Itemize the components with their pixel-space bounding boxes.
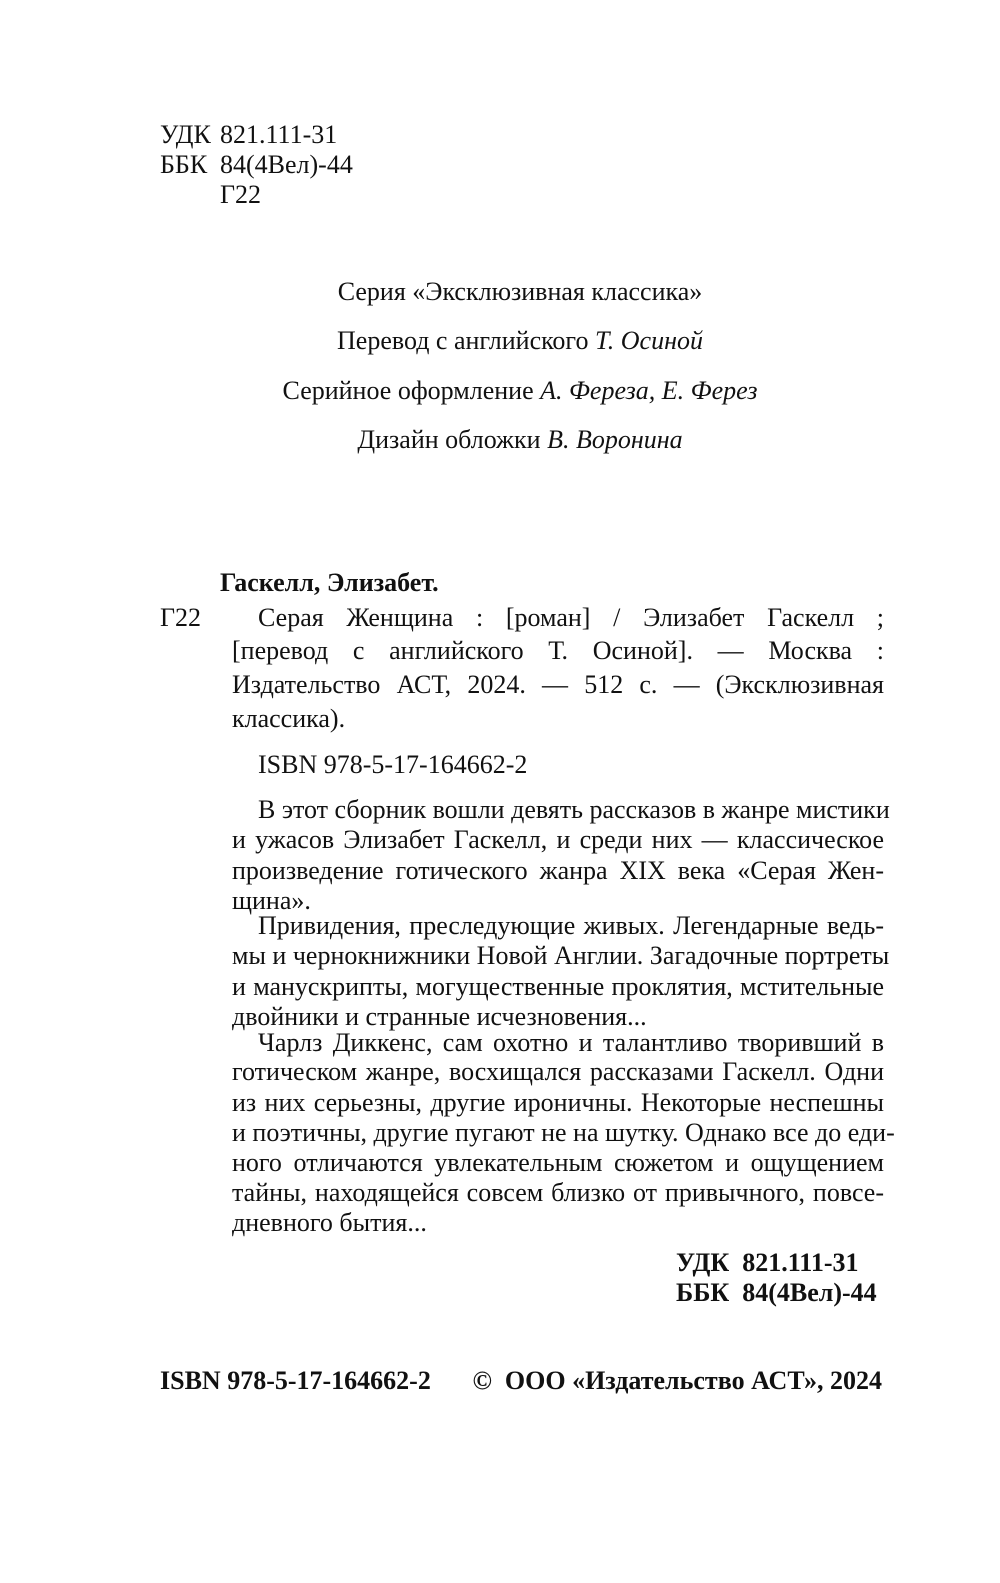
translation-line xyxy=(160,328,880,354)
anno-p3-l1: Чарлз Диккенс, сам охотно и талантливо творивший в xyxy=(258,1028,884,1057)
imprint-copyright: © ООО «Издательство АСТ», 2024 xyxy=(472,1366,882,1395)
udk-value: 821.111-31 xyxy=(220,120,338,149)
designer-names: А. Фереза, Е. Ферез xyxy=(540,376,758,405)
design-label: Серийное оформление xyxy=(282,376,534,405)
anno-p2-l4: двойники и странные исчезновения... xyxy=(232,1002,647,1031)
anno-p1-l3: произведение готического жанра XIX века «Серая Жен- xyxy=(232,856,884,885)
credits-block xyxy=(160,0,880,460)
anno-p1-l2: и ужасов Элизабет Гаскелл, и среди них — классическое xyxy=(232,825,884,854)
anno-p3-l4: и поэтичны, другие пугают не на шутку. Однако все до еди- xyxy=(232,1118,895,1147)
anno-p2-l1: Привидения, преследующие живых. Легендарные ведь- xyxy=(258,911,884,940)
cover-designer-name: В. Воронина xyxy=(547,425,683,454)
bib-isbn: ISBN 978-5-17-164662-2 xyxy=(258,750,528,779)
author-mark-bib: Г22 xyxy=(160,603,202,632)
anno-p2-l2: мы и чернокнижники Новой Англии. Загадочные портреты xyxy=(232,941,890,970)
series-line: Серия «Эксклюзивная классика» xyxy=(337,277,703,306)
bib-line-4: классика). xyxy=(232,704,346,733)
translator-name: Т. Осиной xyxy=(594,326,703,355)
footer-bbk: ББК 84(4Вел)-44 xyxy=(676,1278,877,1307)
cover-line xyxy=(160,427,880,453)
design-line xyxy=(160,378,880,404)
translation-label: Перевод с английского xyxy=(337,326,589,355)
anno-p1-l1: В этот сборник вошли девять рассказов в жанре мистики xyxy=(258,795,890,824)
anno-p3-l3: из них серьезны, другие ироничны. Некоторые неспешны xyxy=(232,1088,884,1117)
udk-label: УДК xyxy=(160,120,211,149)
bib-line-3: Издательство АСТ, 2024. — 512 с. — (Эксклюзивная xyxy=(232,670,884,699)
bbk-label: ББК xyxy=(160,150,208,179)
imprint-isbn: ISBN 978-5-17-164662-2 xyxy=(160,1366,431,1395)
author-heading: Гаскелл, Элизабет. xyxy=(220,568,439,597)
anno-p3-l7: дневного бытия... xyxy=(232,1208,427,1237)
author-mark-top: Г22 xyxy=(220,180,262,209)
bib-line-2: [перевод с английского Т. Осиной]. — Москва : xyxy=(232,636,884,665)
cover-label: Дизайн обложки xyxy=(357,425,541,454)
anno-p3-l6: тайны, находящейся совсем близко от привычного, повсе- xyxy=(232,1178,884,1207)
bib-line-1: Серая Женщина : [роман] / Элизабет Гаскелл ; xyxy=(258,603,884,632)
bbk-value: 84(4Вел)-44 xyxy=(220,150,353,179)
anno-p3-l2: готическом жанре, восхищался рассказами Гаскелл. Одни xyxy=(232,1057,884,1086)
anno-p1-l4: щина». xyxy=(232,886,311,915)
anno-p2-l3: и манускрипты, могущественные проклятия, мстительные xyxy=(232,972,884,1001)
footer-udk: УДК 821.111-31 xyxy=(676,1248,859,1277)
anno-p3-l5: ного отличаются увлекательным сюжетом и ощущением xyxy=(232,1148,884,1177)
